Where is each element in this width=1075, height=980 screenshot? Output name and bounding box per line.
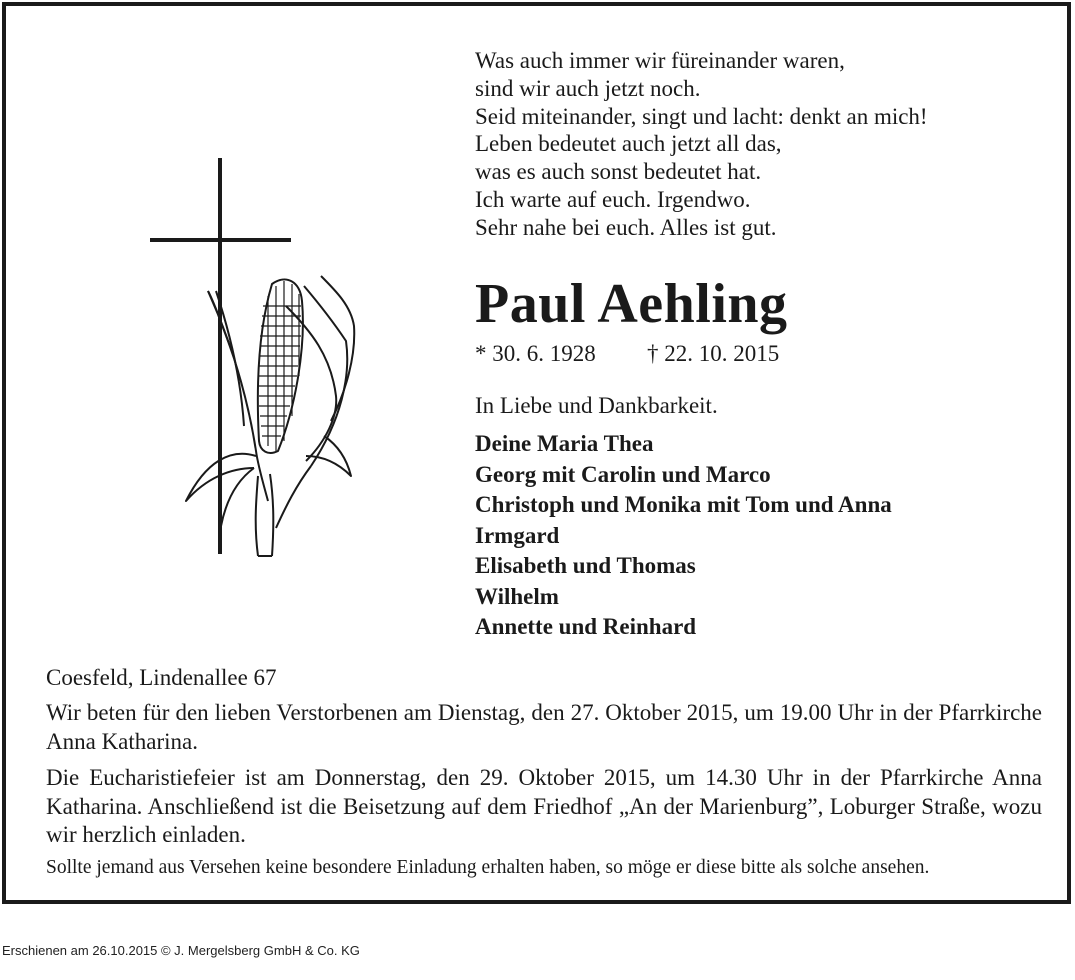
poem-line: was es auch sonst bedeutet hat. bbox=[475, 159, 762, 185]
family-address: Coesfeld, Lindenallee 67 bbox=[46, 665, 277, 690]
birth-date: * 30. 6. 1928 bbox=[475, 341, 596, 366]
mourner-entry: Irmgard bbox=[475, 522, 560, 548]
publication-footer: Erschienen am 26.10.2015 © J. Mergelsberg GmbH & Co. KG bbox=[2, 943, 360, 958]
funeral-mass-announcement: Die Eucharistiefeier ist am Donnerstag, den 29. Oktober 2015, um 14.30 Uhr in der Pfarrkirche Anna Katharina. Anschließend ist die Beisetzung auf dem Friedhof „An der Marienburg”, Loburger Straße, wozu wir herzlich einladen. bbox=[46, 765, 1042, 847]
poem-line: Leben bedeutet auch jetzt all das, bbox=[475, 131, 782, 157]
poem-line: Was auch immer wir füreinander waren, bbox=[475, 48, 845, 73]
memorial-poem bbox=[475, 47, 928, 242]
poem-line: Ich warte auf euch. Irgendwo. bbox=[475, 186, 751, 212]
mourner-entry: Annette und Reinhard bbox=[475, 614, 697, 639]
death-date: † 22. 10. 2015 bbox=[647, 341, 780, 366]
deceased-name: Paul Aehling bbox=[475, 273, 788, 335]
mourner-entry: Wilhelm bbox=[475, 583, 559, 609]
mourner-entry: Georg mit Carolin und Marco bbox=[475, 461, 771, 487]
cross-and-corn-emblem bbox=[146, 156, 366, 566]
obituary-notice-frame bbox=[2, 2, 1071, 904]
mourner-entry: Elisabeth und Thomas bbox=[475, 553, 696, 578]
poem-line: Sehr nahe bei euch. Alles ist gut. bbox=[475, 214, 777, 240]
poem-line: sind wir auch jetzt noch. bbox=[475, 75, 701, 101]
thanks-line: In Liebe und Dankbarkeit. bbox=[475, 393, 718, 418]
corn-kernels bbox=[259, 281, 301, 451]
life-dates bbox=[475, 340, 780, 368]
mourners-list bbox=[475, 429, 892, 643]
prayer-announcement: Wir beten für den lieben Verstorbenen am Dienstag, den 27. Oktober 2015, um 19.00 Uhr in der Pfarrkirche Anna Katharina. bbox=[46, 700, 1042, 754]
poem-line: Seid miteinander, singt und lacht: denkt an mich! bbox=[475, 103, 928, 129]
mourner-entry: Christoph und Monika mit Tom und Anna bbox=[475, 492, 892, 517]
invitation-note: Sollte jemand aus Versehen keine besondere Einladung erhalten haben, so möge er diese bitte als solche ansehen. bbox=[46, 857, 930, 878]
mourner-entry: Deine Maria Thea bbox=[475, 431, 654, 456]
